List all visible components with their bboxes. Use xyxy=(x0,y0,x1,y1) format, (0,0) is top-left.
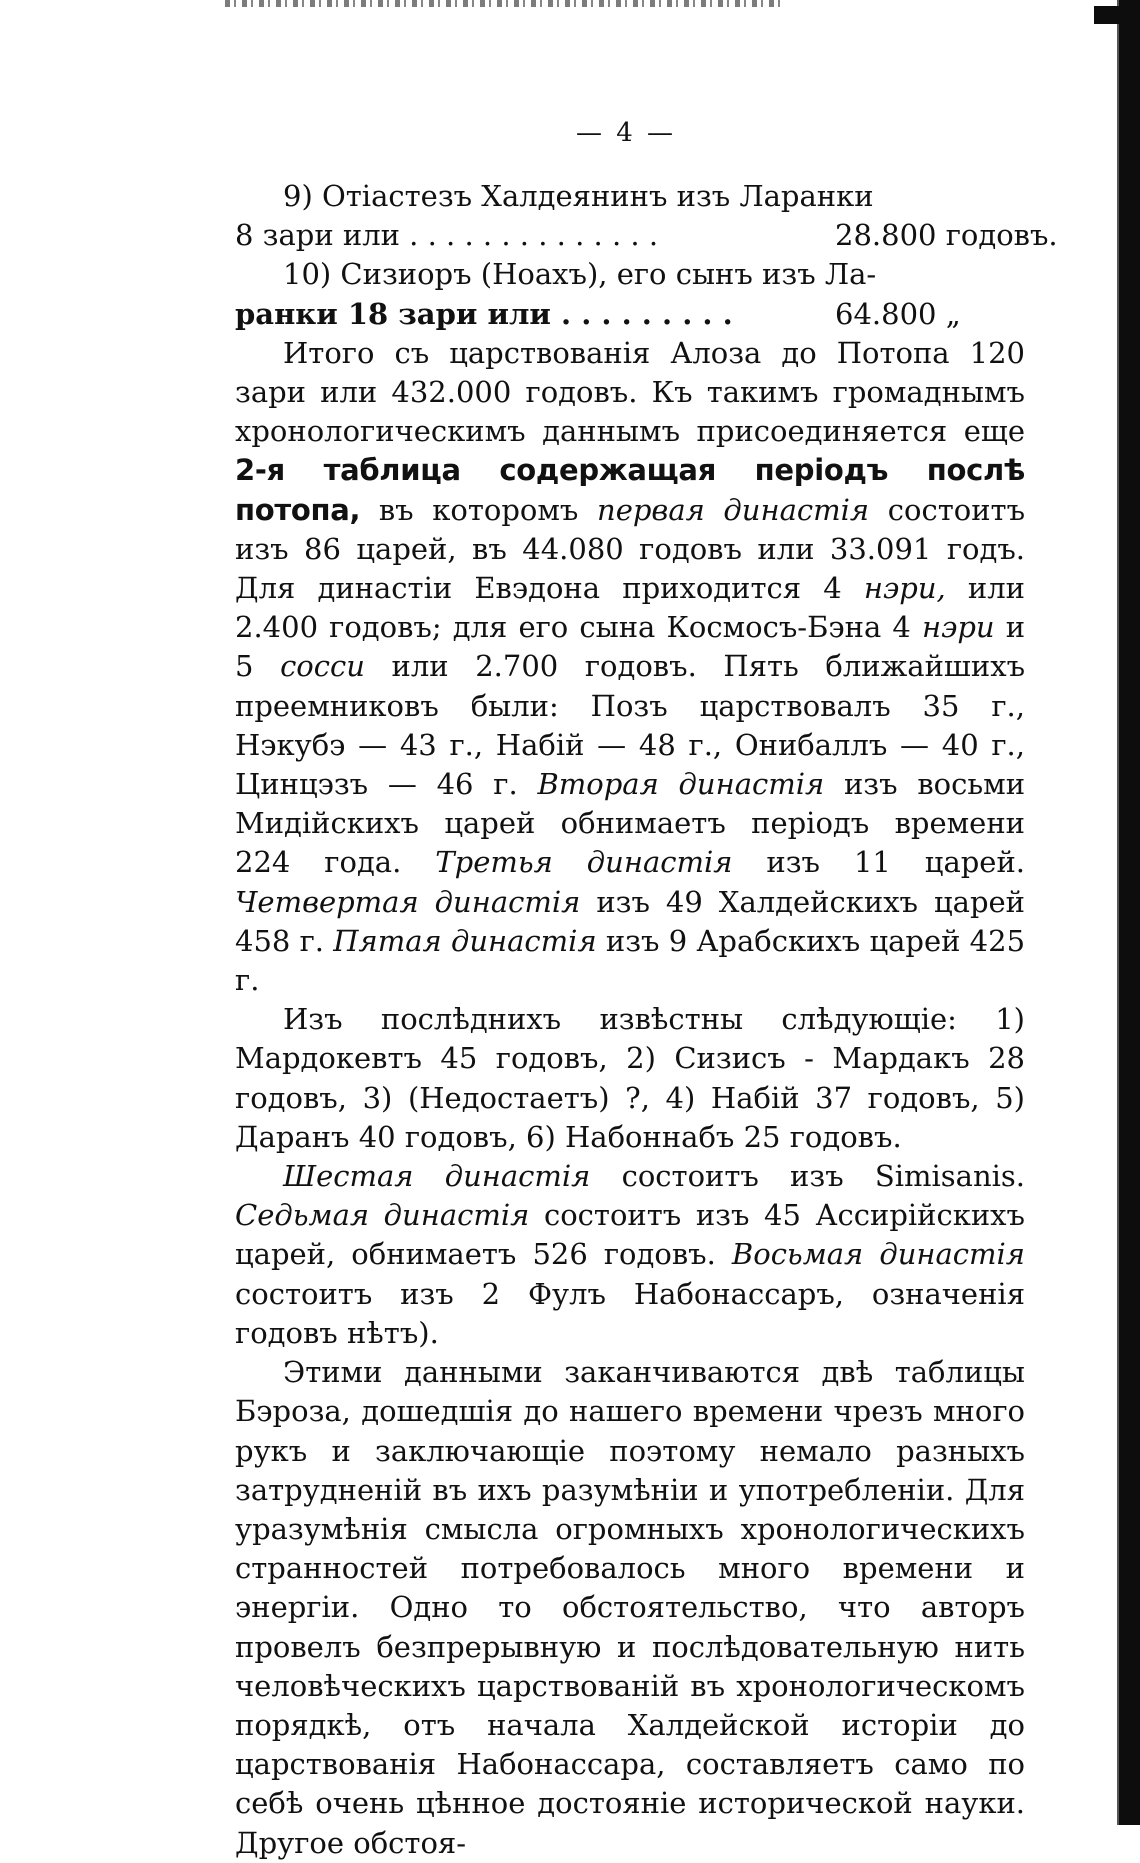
paragraph-3 xyxy=(235,1157,1025,1353)
page-body xyxy=(235,177,1058,1863)
entry-value-line xyxy=(235,216,1058,255)
text-run: состоитъ изъ 86 царей, въ 44.080 годовъ или 33.091 годъ. Для династіи Евэдона приходится 4 xyxy=(235,492,1026,606)
entry-value: 64.800 „ xyxy=(835,296,961,331)
list-item xyxy=(235,177,1058,255)
page-number: — 4 — xyxy=(575,118,677,148)
text-run: состоитъ изъ 45 Ассирійскихъ царей, обнимаетъ 526 годовъ. xyxy=(235,1198,1025,1272)
italic-text: первая династія xyxy=(597,492,870,527)
italic-text: нэри, xyxy=(863,571,946,606)
italic-text: Третья династія xyxy=(435,845,733,880)
text-run: изъ 49 Халдейскихъ царей 458 г. xyxy=(235,884,1025,958)
text-run: или 2.400 годовъ; для его сына Космосъ-Бэна 4 xyxy=(235,571,1026,645)
italic-text: сосси xyxy=(280,649,365,684)
text-run: изъ 11 царей. xyxy=(766,845,1026,880)
entry-value-line xyxy=(235,295,1025,334)
text-run: или 2.700 годовъ. Пять ближайшихъ преемниковъ были: Позъ царствовалъ 35 г., Нэкубэ — 43 г., Набій — 48 г., Онибаллъ — 40 г., Цинцэзъ — 46 г. xyxy=(235,649,1026,802)
text-run: и 5 xyxy=(235,610,1026,684)
entry-label: 8 зари или . . . . . . . . . . . . . . xyxy=(235,218,659,253)
entry-heading: 10) Сизиоръ (Ноахъ), его сынъ изъ Ла- xyxy=(283,257,877,292)
entry-value: 28.800 годовъ. xyxy=(835,218,1058,253)
scan-right-bar xyxy=(1119,0,1140,1825)
entry-label: ранки 18 зари или . . . . . . . . . xyxy=(235,296,733,331)
text-run: изъ восьми Мидійскихъ царей обнимаетъ періодъ времени 224 года. xyxy=(235,767,1026,880)
text-run: въ которомъ xyxy=(378,492,579,527)
text-run: изъ 9 Арабскихъ царей 425 г. xyxy=(235,923,1026,998)
text-run: Итого съ царствованія Алоза до Потопа 120 зари или 432.000 годовъ. Къ такимъ громаднымъ хронологическимъ даннымъ присоединяется еще xyxy=(235,335,1025,449)
italic-text: Седьмая династія xyxy=(235,1198,530,1233)
entry-heading: 9) Отіастезъ Халдеянинъ изъ Ларанки xyxy=(283,179,874,213)
emphasis-text: 2-я таблица содержащая періодъ послѣ потопа, xyxy=(235,453,1025,527)
scan-top-noise xyxy=(225,0,785,7)
text-run: состоитъ изъ Simisanis. xyxy=(621,1159,1025,1194)
italic-text: Пятая династія xyxy=(333,923,597,958)
italic-text: Вторая династія xyxy=(537,767,825,802)
paragraph-4: Этими данными заканчиваются двѣ таблицы Бэроза, дошедшія до нашего времени чрезъ много рукъ и заключающіе поэтому немало разныхъ затрудненій въ ихъ разумѣніи и употребленіи. Для уразумѣнія смысла огромныхъ хронологическихъ странностей потребовалось много времени и энергіи. Одно то обстоятельство, что авторъ провелъ безпрерывную и послѣдовательную нить человѣческихъ царствованій въ хронологическомъ порядкѣ, отъ начала Халдейской исторіи до царствованія Набонассара, составляетъ само по себѣ очень цѣнное достояніе исторической науки. Другое обстоя- xyxy=(235,1355,1025,1860)
scan-right-bar-cap xyxy=(1094,6,1126,24)
italic-text: Шестая династія xyxy=(283,1159,591,1194)
text-run: состоитъ изъ 2 Фулъ Набонассаръ, означенія годовъ нѣтъ). xyxy=(235,1276,1025,1350)
italic-text: Восьмая династія xyxy=(731,1237,1025,1272)
list-item xyxy=(235,255,1025,333)
paragraph-2: Изъ послѣднихъ извѣстны слѣдующіе: 1) Мардокевтъ 45 годовъ, 2) Сизисъ - Мардакъ 28 годовъ, 3) (Недостаетъ) ?, 4) Набій 37 годовъ, 5) Даранъ 40 годовъ, 6) Набоннабъ 25 годовъ. xyxy=(235,1002,1025,1154)
italic-text: Четвертая династія xyxy=(235,884,581,919)
italic-text: нэри xyxy=(921,610,995,645)
paragraph-1 xyxy=(235,334,1025,1000)
